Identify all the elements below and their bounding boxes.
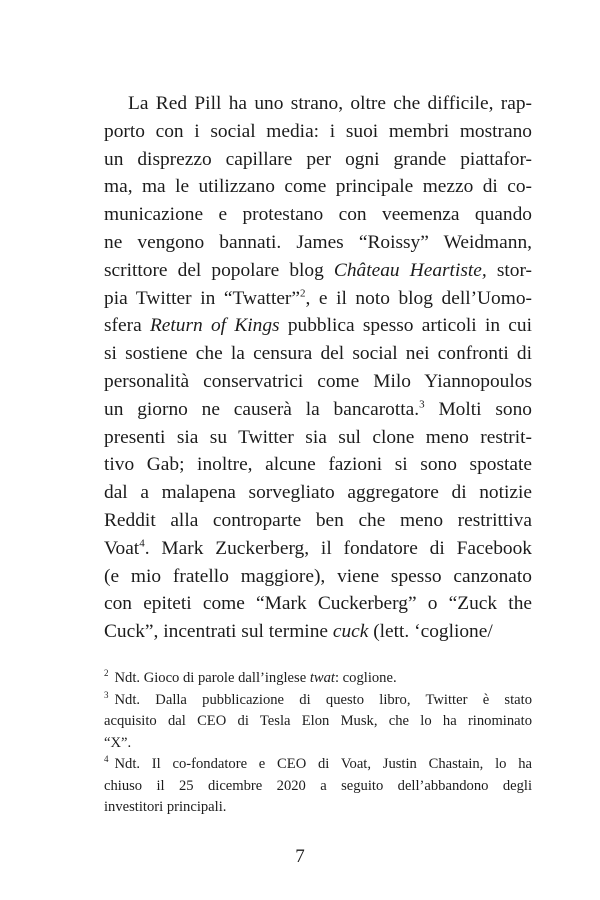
text-line <box>104 396 532 424</box>
footnote-line <box>104 776 532 798</box>
text-line <box>104 368 532 396</box>
text-line <box>104 535 532 563</box>
text-run: dal a malapena sorvegliato aggregatore di notizie <box>104 482 532 504</box>
body-text <box>104 90 532 646</box>
text-line <box>104 201 532 229</box>
text-run: porto con i social media: i suoi membri mostrano <box>104 120 532 142</box>
text-run: ma, ma le utilizzano come principale mezzo di co- <box>104 176 532 198</box>
text-run: Ndt. Dalla pubblicazione di questo libro, Twitter è stato <box>114 691 532 708</box>
text-line <box>104 340 532 368</box>
text-run: Molti sono <box>424 398 532 420</box>
footnote-ref: 3 <box>419 398 425 411</box>
text-run: presenti sia su Twitter sia sul clone meno restrit- <box>104 426 532 448</box>
text-run: chiuso il 25 dicembre 2020 a seguito dell’abbandono degli <box>104 777 532 794</box>
footnote-number: 3 <box>104 689 109 700</box>
text-line <box>104 285 532 313</box>
text-line <box>104 618 532 646</box>
footnotes <box>104 668 532 819</box>
text-run: : coglione. <box>334 670 397 686</box>
text-run: , e il noto blog dell’Uomo- <box>305 287 532 309</box>
text-run: tivo Gab; inoltre, alcune fazioni si sono spostate <box>104 454 532 476</box>
footnote-line <box>104 797 532 819</box>
text-run: Voat <box>104 537 140 559</box>
text-run: ne vengono bannati. James “Roissy” Weidmann, <box>104 231 532 253</box>
text-line <box>104 257 532 285</box>
footnote-ref: 4 <box>139 537 145 550</box>
text-run: Ndt. Il co-fondatore e CEO di Voat, Justin Chastain, lo ha <box>114 756 532 772</box>
text-line <box>104 146 532 174</box>
text-run: La Red Pill ha uno strano, oltre che difficile, rap- <box>128 93 532 114</box>
text-run: stor- <box>486 259 532 281</box>
text-run: scrittore del popolare blog <box>104 259 334 281</box>
text-run: un disprezzo capillare per ogni grande piattafor- <box>104 148 532 170</box>
text-line <box>104 507 532 535</box>
text-line <box>104 90 532 118</box>
text-run: . Mark Zuckerberg, il fondatore di Facebook <box>144 537 532 559</box>
text-line <box>104 118 532 146</box>
text-line <box>104 173 532 201</box>
text-run: personalità conservatrici come Milo Yiannopoulos <box>104 370 532 392</box>
text-run: con epiteti come “Mark Cuckerberg” o “Zuck the <box>104 593 532 615</box>
text-line <box>104 312 532 340</box>
italic-text: Château Heartiste, <box>333 259 487 281</box>
text-run: (e mio fratello maggiore), viene spesso canzonato <box>104 565 532 587</box>
text-line <box>104 451 532 479</box>
text-run: (lett. ‘coglione/ <box>368 621 493 643</box>
footnote-line <box>104 754 532 776</box>
text-line <box>104 563 532 591</box>
text-line <box>104 479 532 507</box>
text-run: pia Twitter in “Twatter” <box>104 287 300 309</box>
text-run: Reddit alla controparte ben che meno restrittiva <box>104 509 532 531</box>
footnote-ref: 2 <box>300 287 306 300</box>
page-number: 7 <box>295 846 305 867</box>
italic-text: Return of Kings <box>149 315 280 337</box>
footnote-number: 2 <box>104 668 109 679</box>
text-run: investitori principali. <box>104 799 227 815</box>
text-run: “X”. <box>104 734 132 751</box>
text-line <box>104 424 532 452</box>
text-line <box>104 229 532 257</box>
italic-text: cuck <box>332 621 369 643</box>
footnote-number: 4 <box>104 754 109 765</box>
text-run: un giorno ne causerà la bancarotta. <box>104 398 420 420</box>
footnote-line <box>104 668 532 690</box>
footnote-line <box>104 733 532 755</box>
text-run: Cuck”, incentrati sul termine <box>104 621 333 643</box>
text-line <box>104 590 532 618</box>
footnote-line <box>104 711 532 733</box>
text-run: acquisito dal CEO di Tesla Elon Musk, che lo ha rinominato <box>104 713 532 729</box>
text-run: Ndt. Gioco di parole dall’inglese <box>114 670 310 686</box>
text-run: municazione e protestano con veemenza quando <box>104 204 532 226</box>
text-run: pubblica spesso articoli in cui <box>279 315 532 337</box>
footnote-line <box>104 690 532 712</box>
text-run: sfera <box>104 315 150 337</box>
text-run: si sostiene che la censura del social nei confronti di <box>104 343 532 365</box>
italic-text: twat <box>309 670 335 686</box>
